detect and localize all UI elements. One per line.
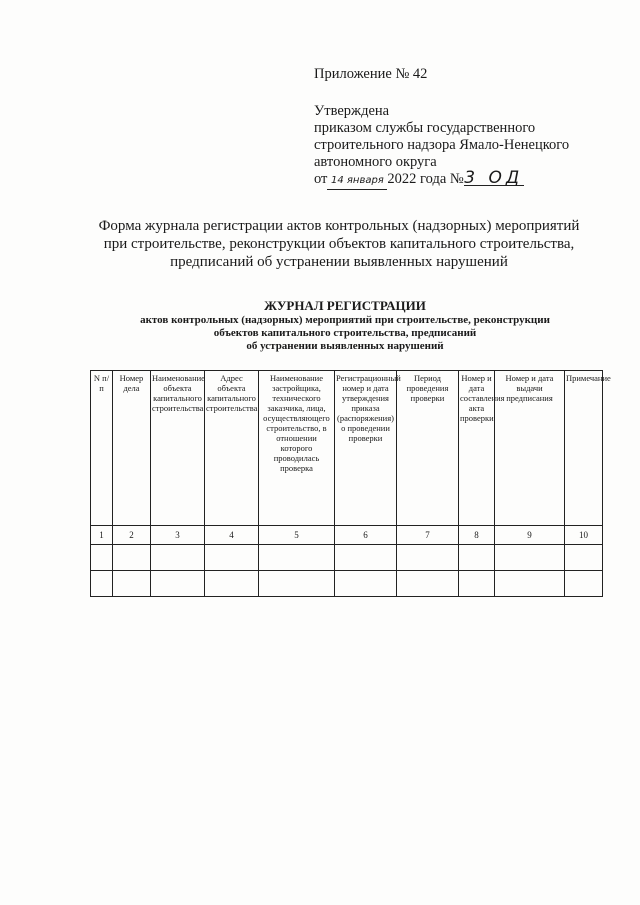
table-cell: [151, 545, 205, 571]
table-cell: [335, 545, 397, 571]
table-cell: [495, 545, 565, 571]
header-cell: Примечание: [565, 371, 603, 526]
from-label: от: [314, 171, 328, 187]
header-cell: Номер и дата составления акта проверки: [459, 371, 495, 526]
column-number: 6: [335, 526, 397, 545]
approval-date-line: [314, 168, 569, 190]
column-number: 4: [205, 526, 259, 545]
table-cell: [459, 545, 495, 571]
form-title: [96, 217, 582, 271]
table-cell: [259, 571, 335, 597]
table-cell: [151, 571, 205, 597]
header-cell: Адрес объекта капитального строительства: [205, 371, 259, 526]
column-number: 10: [565, 526, 603, 545]
year-text: 2022 года №: [387, 171, 464, 187]
header-cell: Регистрационный номер и дата утверждения приказа (распоряжения) о проведении проверки: [335, 371, 397, 526]
column-number-row: [91, 526, 603, 545]
table-cell: [459, 571, 495, 597]
table-header-row: [91, 371, 603, 526]
journal-title-main: ЖУРНАЛ РЕГИСТРАЦИИ: [264, 298, 426, 313]
table-cell: [335, 571, 397, 597]
header-cell: Номер дела: [113, 371, 151, 526]
column-number: 8: [459, 526, 495, 545]
header-cell: Номер и дата выдачи предписания: [495, 371, 565, 526]
column-number: 1: [91, 526, 113, 545]
journal-title-sub-3: об устранении выявленных нарушений: [246, 340, 444, 352]
table-cell: [495, 571, 565, 597]
appendix-number: Приложение № 42: [314, 66, 428, 82]
table-cell: [565, 571, 603, 597]
header-cell: Период проведения проверки: [397, 371, 459, 526]
table-cell: [113, 571, 151, 597]
header-cell: Наименование объекта капитального строительства: [151, 371, 205, 526]
column-number: 2: [113, 526, 151, 545]
header-cell: Наименование застройщика, технического заказчика, лица, осуществляющего строительство, в отношении которого проводилась проверка: [259, 371, 335, 526]
form-title-line-3: предписаний об устранении выявленных нарушений: [170, 254, 508, 270]
approval-block: [314, 66, 569, 190]
journal-table: [90, 370, 611, 597]
table-cell: [205, 545, 259, 571]
column-number: 3: [151, 526, 205, 545]
journal-title-sub-2: объектов капитального строительства, предписаний: [213, 327, 477, 339]
journal-title-sub-1: актов контрольных (надзорных) мероприятий при строительстве, реконструкции: [140, 314, 550, 326]
journal-title: [90, 298, 600, 353]
table-cell: [259, 545, 335, 571]
approval-line-4: автономного округа: [314, 154, 437, 170]
approval-line-3: строительного надзора Ямало-Ненецкого: [314, 137, 570, 153]
column-number: 5: [259, 526, 335, 545]
form-title-line-1: Форма журнала регистрации актов контрольных (надзорных) мероприятий: [98, 218, 580, 234]
handwritten-order-number: 3 ОД: [464, 168, 524, 188]
table-cell: [397, 545, 459, 571]
table-cell: [91, 571, 113, 597]
table-cell: [397, 571, 459, 597]
table-row: [91, 571, 603, 597]
table-cell: [113, 545, 151, 571]
table-cell: [91, 545, 113, 571]
table-cell: [565, 545, 603, 571]
approval-line-2: приказом службы государственного: [314, 120, 536, 136]
handwritten-date: 14 января: [327, 172, 387, 190]
column-number: 9: [495, 526, 565, 545]
form-title-line-2: при строительстве, реконструкции объектов капитального строительства,: [103, 236, 575, 252]
header-cell: N п/п: [91, 371, 113, 526]
table-cell: [205, 571, 259, 597]
table-row: [91, 545, 603, 571]
approval-line-1: Утверждена: [314, 103, 390, 119]
column-number: 7: [397, 526, 459, 545]
